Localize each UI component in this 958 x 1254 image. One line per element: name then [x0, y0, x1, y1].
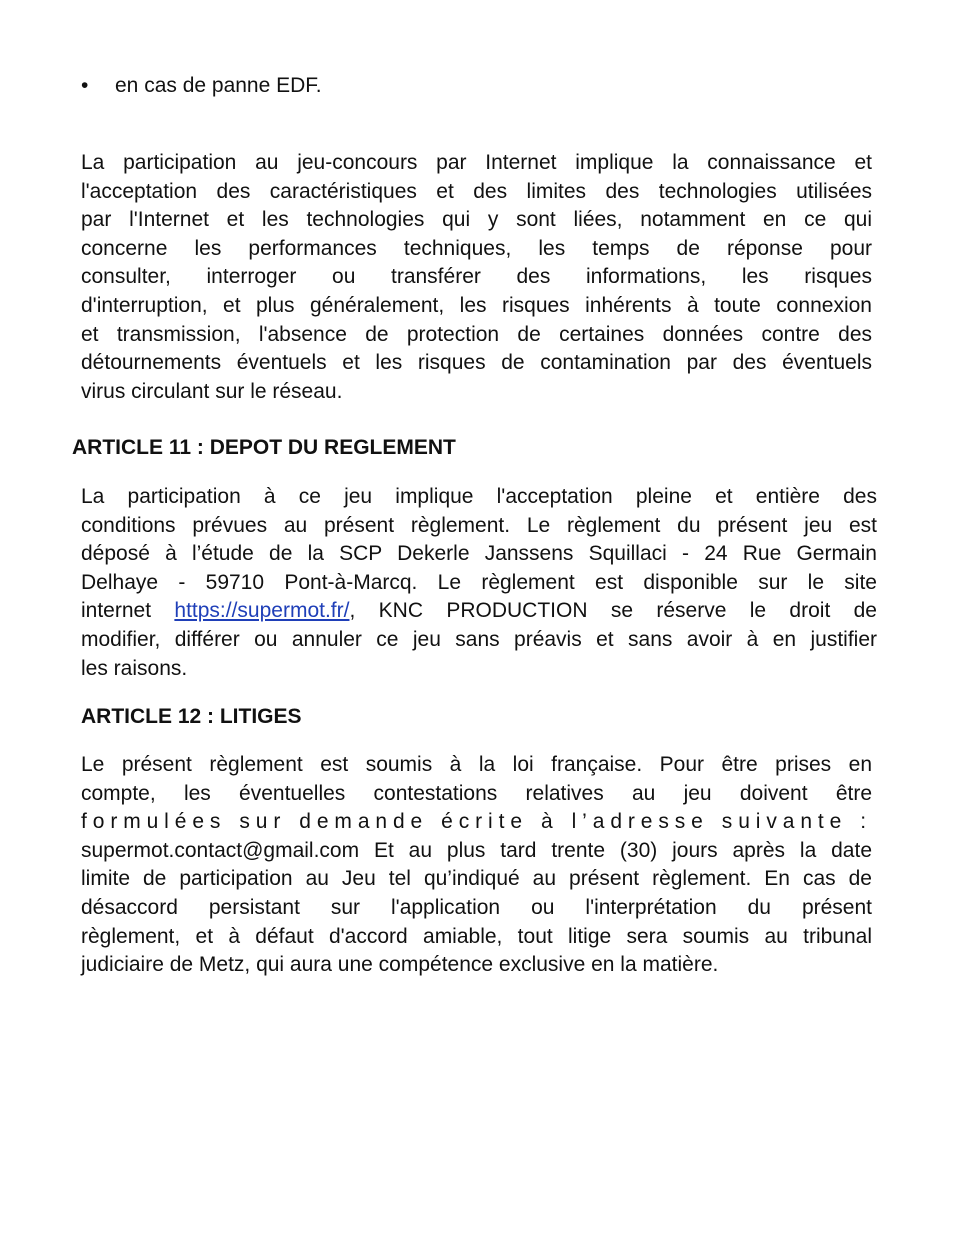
- paragraph-line: l'acceptation des caractéristiques et des limites des technologies utilisées: [81, 179, 872, 203]
- article-11-heading: ARTICLE 11 : DEPOT DU REGLEMENT: [72, 436, 456, 459]
- paragraph-line: virus circulant sur le réseau.: [81, 379, 343, 403]
- bullet-text: en cas de panne EDF.: [115, 74, 322, 97]
- paragraph-line-with-link: [81, 597, 877, 626]
- bullet-symbol: •: [81, 74, 89, 97]
- article-12-body: [81, 751, 872, 980]
- paragraph-line: Delhaye - 59710 Pont-à-Marcq. Le règlement est disponible sur le site: [81, 570, 877, 594]
- paragraph-line: La participation au jeu-concours par Internet implique la connaissance et: [81, 151, 872, 174]
- paragraph-line: d'interruption, et plus généralement, les risques inhérents à toute connexion: [81, 293, 872, 317]
- line-suffix: , KNC PRODUCTION se réserve le droit de: [349, 599, 877, 623]
- paragraph-line: les raisons.: [81, 656, 188, 680]
- paragraph-line: supermot.contact@gmail.com Et au plus tard trente (30) jours après la date: [81, 838, 872, 862]
- paragraph-line: compte, les éventuelles contestations relatives au jeu doivent être: [81, 781, 872, 805]
- paragraph-line: consulter, interroger ou transférer des informations, les risques: [81, 265, 872, 289]
- bullet-item: [81, 72, 322, 100]
- paragraph-line: déposé à l’étude de la SCP Dekerle Janssens Squillaci - 24 Rue Germain: [81, 542, 877, 566]
- paragraph-line: et transmission, l'absence de protection de certaines données contre des: [81, 322, 872, 346]
- paragraph-line: modifier, différer ou annuler ce jeu sans préavis et sans avoir à en justifier: [81, 627, 877, 651]
- paragraph-line: Le présent règlement est soumis à la loi française. Pour être prises en: [81, 753, 872, 776]
- rules-website-link[interactable]: https://supermot.fr/: [174, 599, 350, 623]
- paragraph-line: La participation à ce jeu implique l'acceptation pleine et entière des: [81, 485, 877, 508]
- paragraph-internet-limits: [81, 149, 872, 406]
- paragraph-line: concerne les performances techniques, les temps de réponse pour: [81, 236, 872, 260]
- paragraph-line: formulées sur demande écrite à l’adresse suivante :: [81, 810, 872, 834]
- paragraph-line: judiciaire de Metz, qui aura une compétence exclusive en la matière.: [81, 953, 719, 977]
- paragraph-line: conditions prévues au présent règlement. Le règlement du présent jeu est: [81, 513, 877, 537]
- line-prefix: internet: [81, 599, 175, 623]
- article-12-heading: ARTICLE 12 : LITIGES: [81, 705, 302, 728]
- paragraph-line: règlement, et à défaut d'accord amiable, tout litige sera soumis au tribunal: [81, 924, 872, 948]
- paragraph-line: par l'Internet et les technologies qui y sont liées, notamment en ce qui: [81, 208, 872, 232]
- article-11-body: [81, 483, 877, 683]
- paragraph-line: détournements éventuels et les risques de contamination par des éventuels: [81, 351, 872, 375]
- paragraph-line: limite de participation au Jeu tel qu’indiqué au présent règlement. En cas de: [81, 867, 872, 891]
- paragraph-line: désaccord persistant sur l'application ou l'interprétation du présent: [81, 895, 872, 919]
